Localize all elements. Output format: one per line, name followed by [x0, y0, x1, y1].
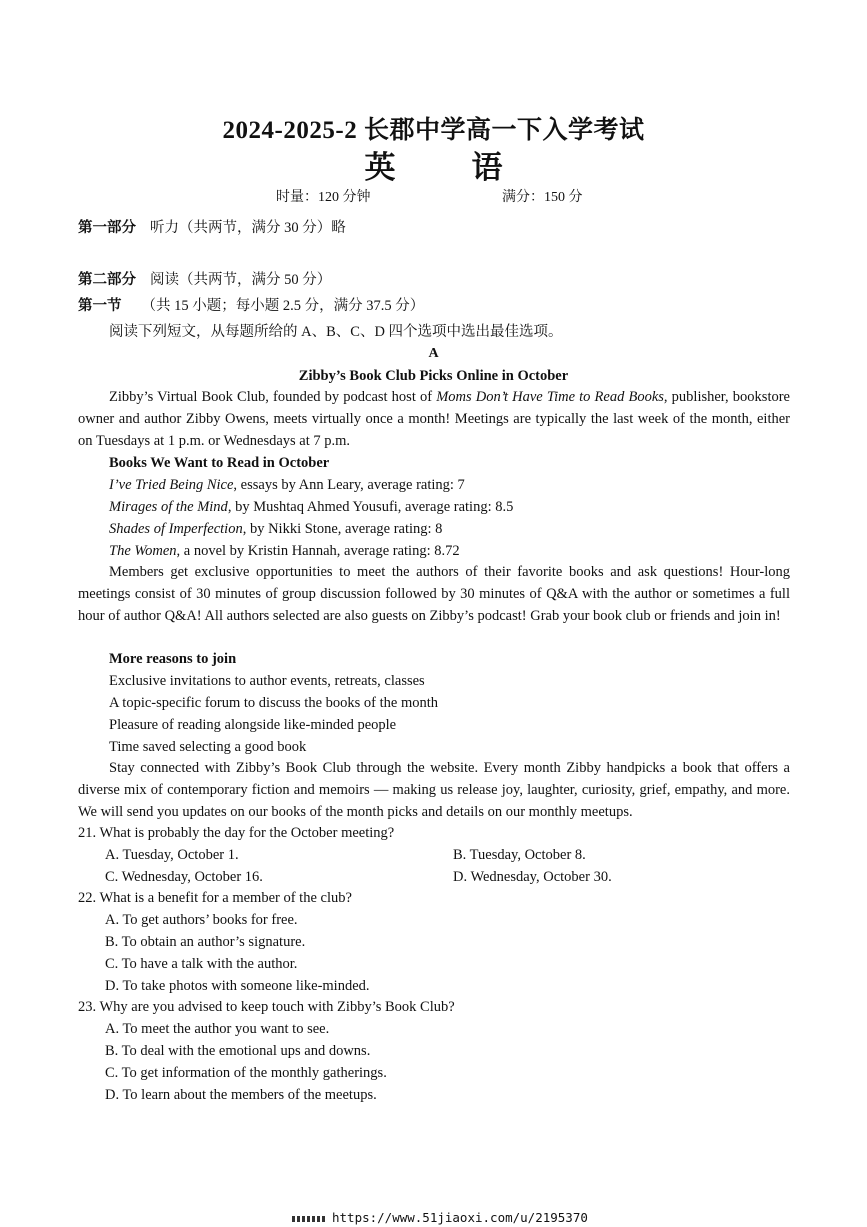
book-title: I’ve Tried Being Nice: [109, 477, 234, 493]
book-title: Mirages of the Mind: [109, 499, 228, 515]
option-21b[interactable]: B. Tuesday, October 8.: [453, 847, 586, 863]
book-detail: , by Nikki Stone, average rating: 8: [242, 521, 443, 537]
part1-label: 第一部分: [78, 220, 136, 236]
time-limit: 时量：120 分钟: [276, 190, 371, 205]
option-22c[interactable]: C. To have a talk with the author.: [105, 956, 298, 972]
option-22a[interactable]: A. To get authors’ books for free.: [105, 912, 298, 928]
option-22b[interactable]: B. To obtain an author’s signature.: [105, 934, 306, 950]
subject-title: [0, 142, 867, 187]
book-title: Shades of Imperfection: [109, 521, 243, 537]
subject-char-2: 语: [471, 150, 503, 185]
option-22d[interactable]: D. To take photos with someone like-minded.: [105, 978, 370, 994]
option-21c[interactable]: C. Wednesday, October 16.: [105, 869, 263, 885]
option-21d[interactable]: D. Wednesday, October 30.: [453, 869, 612, 885]
book-detail: , by Mushtaq Ahmed Yousufi, average rating: 8.5: [227, 499, 514, 515]
intro-text-b: , publisher, bookstore owner and author Zibby Owens, meets virtually once a month! Meetings are typically the last week of the month, either on Tuesdays at 1 p.m. or Wednesdays at 7 p.m.: [78, 389, 790, 449]
reason-item: Pleasure of reading alongside like-minded people: [109, 717, 397, 733]
members-paragraph: Members get exclusive opportunities to meet the authors of their favorite books and ask questions! Hour-long meetings consist of 30 minutes of group discussion followed by 30 minutes of Q&A with the author or sometimes a full hour of author Q&A! All authors selected are also guests on Zibby’s podcast! Grab your book club or friends and join in!: [78, 564, 790, 624]
book-item: [109, 541, 460, 563]
passage-title: Zibby’s Book Club Picks Online in October: [298, 368, 569, 384]
reason-item: Exclusive invitations to author events, retreats, classes: [109, 673, 425, 689]
book-detail: , essays by Ann Leary, average rating: 7: [233, 477, 465, 493]
part2-text: 阅读（共两节，满分 50 分）: [150, 272, 332, 288]
section1-text: （共 15 小题；每小题 2.5 分，满分 37.5 分）: [141, 298, 425, 314]
reasons-heading: More reasons to join: [109, 651, 237, 667]
footer-logo: [292, 1216, 326, 1222]
intro-paragraph: [78, 387, 790, 452]
podcast-title: Moms Don’t Have Time to Read Books: [436, 389, 664, 405]
passage-letter: A: [428, 346, 439, 361]
book-title: The Women: [109, 543, 177, 559]
footer-watermark: [292, 1210, 588, 1225]
question-23-stem: 23. Why are you advised to keep touch with Zibby’s Book Club?: [78, 999, 455, 1015]
part2-heading: [78, 268, 331, 289]
section1-label: 第一节: [78, 298, 122, 314]
part1-text: 听力（共两节，满分 30 分）略: [150, 220, 346, 236]
books-heading: Books We Want to Read in October: [109, 455, 330, 471]
question-22-stem: 22. What is a benefit for a member of the club?: [78, 890, 352, 906]
section1-heading: [78, 294, 424, 315]
part2-label: 第二部分: [78, 272, 136, 288]
option-23c[interactable]: C. To get information of the monthly gatherings.: [105, 1065, 387, 1081]
reason-item: Time saved selecting a good book: [109, 739, 307, 755]
question-21-stem: 21. What is probably the day for the October meeting?: [78, 825, 395, 841]
intro-text-a: Zibby’s Virtual Book Club, founded by podcast host of: [109, 389, 437, 405]
closing-paragraph: Stay connected with Zibby’s Book Club through the website. Every month Zibby handpicks a book that offers a diverse mix of contemporary fiction and memoirs — making us release joy, laughter, curiosity, grief, empathy, and more. We will send you updates on our books of the month picks and details on our monthly meetups.: [78, 760, 790, 820]
option-23a[interactable]: A. To meet the author you want to see.: [105, 1021, 330, 1037]
instruction: 阅读下列短文，从每题所给的 A、B、C、D 四个选项中选出最佳选项。: [109, 324, 563, 340]
book-detail: , a novel by Kristin Hannah, average rating: 8.72: [176, 543, 460, 559]
exam-title: 2024-2025-2 长郡中学高一下入学考试: [222, 117, 645, 144]
option-23b[interactable]: B. To deal with the emotional ups and downs.: [105, 1043, 371, 1059]
book-item: [109, 519, 442, 541]
book-item: [109, 497, 513, 519]
subject-char-1: 英: [364, 150, 396, 185]
reason-item: A topic-specific forum to discuss the books of the month: [109, 695, 439, 711]
footer-url[interactable]: https://www.51jiaoxi.com/u/2195370: [332, 1210, 588, 1225]
full-score: 满分：150 分: [502, 190, 583, 205]
part1-heading: [78, 216, 346, 237]
book-item: [109, 475, 465, 497]
option-21a[interactable]: A. Tuesday, October 1.: [105, 847, 239, 863]
option-23d[interactable]: D. To learn about the members of the meetups.: [105, 1087, 377, 1103]
